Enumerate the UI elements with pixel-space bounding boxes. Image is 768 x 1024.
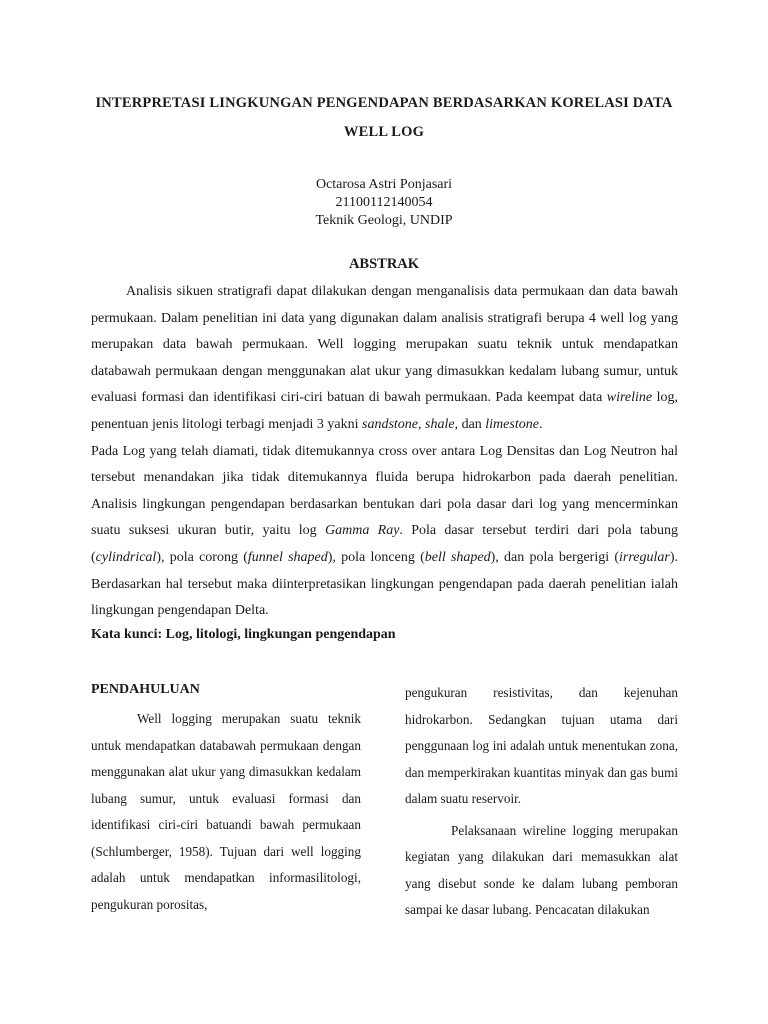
- author-affiliation: Teknik Geologi, UNDIP: [315, 213, 453, 228]
- abstract-paragraph-1: Analisis sikuen stratigrafi dapat dilakukan dengan menganalisis data permukaan dan data bawah permukaan. Dalam penelitian ini data yang digunakan dalam analisis stratigrafi berupa 4 well log yang merupakan data bawah permukaan. Well logging merupakan suatu teknik untuk mendapatkan databawah permukaan dengan menggunakan alat ukur yang dimasukkan kedalam lubang sumur, untuk evaluasi formasi dan identifikasi ciri-ciri batuan di bawah permukaan. Pada keempat data wireline log, penentuan jenis litologi terbagi menjadi 3 yakni sandstone, shale, dan limestone.: [91, 284, 678, 432]
- right-column-paragraph-1: pengukuran resistivitas, dan kejenuhan hidrokarbon. Sedangkan tujuan utama dari penggunaan log ini adalah untuk menentukan zona, dan memperkirakan kuantitas minyak dan gas bumi dalam suatu reservoir.: [405, 685, 678, 806]
- author-name: Octarosa Astri Ponjasari: [315, 177, 453, 192]
- abstract-heading: ABSTRAK: [348, 256, 420, 272]
- abstract-paragraph-2: Pada Log yang telah diamati, tidak ditemukannya cross over antara Log Densitas dan Log Neutron hal tersebut menandakan jika tidak ditemukannya fluida berupa hidrokarbon pada daerah penelitian. Analisis lingkungan pengendapan berdasarkan bentukan dari pola dasar dari log yang mencerminkan suatu suksesi ukuran butir, yaitu log Gamma Ray. Pola dasar tersebut terdiri dari pola tabung (cylindrical), pola corong (funnel shaped), pola lonceng (bell shaped), dan pola bergerigi (irregular). Berdasarkan hal tersebut maka diinterpretasikan lingkungan pengendapan pada daerah penelitian ialah lingkungan pengendapan Delta.: [91, 443, 679, 619]
- left-column: [91, 706, 361, 918]
- paper-title: INTERPRETASI LINGKUNGAN PENGENDAPAN BERDASARKAN KORELASI DATA WELL LOG: [95, 95, 673, 140]
- left-column-paragraph: Well logging merupakan suatu teknik untuk mendapatkan databawah permukaan dengan menggunakan alat ukur yang dimasukkan kedalam lubang sumur, untuk evaluasi formasi dan identifikasi ciri-ciri batuandi bawah permukaan (Schlumberger, 1958). Tujuan dari well logging adalah untuk mendapatkan informasilitologi, pengukuran porositas,: [91, 711, 361, 912]
- section-heading: PENDAHULUAN: [91, 682, 200, 697]
- abstract-body: [91, 279, 678, 625]
- right-column-paragraph-2: Pelaksanaan wireline logging merupakan kegiatan yang dilakukan dari memasukkan alat yang disebut sonde ke dalam lubang pemboran sampai ke dasar lubang. Pencacatan dilakukan: [405, 822, 678, 917]
- keywords: Kata kunci: Log, litologi, lingkungan pengendapan: [91, 627, 396, 642]
- right-column: [405, 680, 678, 924]
- author-id: 21100112140054: [335, 195, 433, 210]
